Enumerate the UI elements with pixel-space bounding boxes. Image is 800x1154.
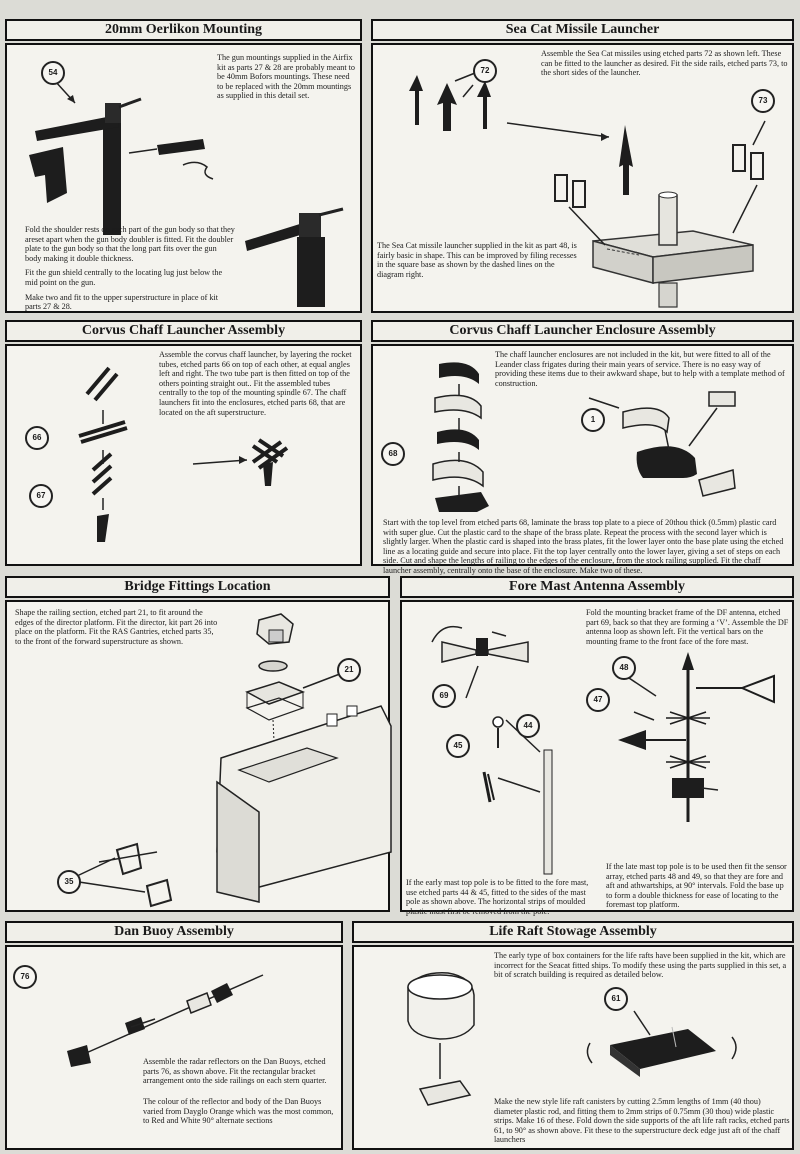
callout-47: 47 bbox=[586, 688, 610, 712]
oerlikon-header: 20mm Oerlikon Mounting bbox=[5, 19, 362, 41]
bridge-panel bbox=[5, 600, 390, 912]
oerlikon-step-3: Make two and fit to the upper superstructure in place of kit parts 27 & 28. bbox=[25, 292, 219, 312]
liferaft-header: Life Raft Stowage Assembly bbox=[352, 921, 794, 943]
seacat-note-text: The Sea Cat missile launcher supplied in the kit as part 48, is fairly basic in shape. This can be improved by filing recesses in the square base as shown by the dashed lines on the diagram right. bbox=[377, 241, 577, 279]
bridge-text: Shape the railing section, etched part 21, to fit around the edges of the director platform. Fit the director, kit part 26 into place on the platform. Fit the RAS Gantries, etched parts 35, to the front of the forward superstructure as shown. bbox=[15, 608, 218, 646]
liferaft-steps-text: Make the new style life raft canisters by cutting 2.5mm lengths of 1mm (40 thou) diameter plastic rod, and fitting them to 2mm strips of 0.75mm (30 thou) wide plastic strips. Make 16 of these. Fold down the side supports of the aft life raft racks, etched parts 61, to 90° as shown above. Fit these to the superstructure deck edge just aft of the chaff launchers bbox=[494, 1097, 790, 1145]
seacat-header: Sea Cat Missile Launcher bbox=[371, 19, 794, 41]
callout-72: 72 bbox=[473, 59, 497, 83]
callout-73: 73 bbox=[751, 89, 775, 113]
callout-1: 1 bbox=[581, 408, 605, 432]
chaff-panel bbox=[5, 344, 362, 566]
seacat-panel bbox=[371, 43, 794, 313]
foremast-late-text: If the late mast top pole is to be used then fit the sensor array, etched parts 48 and 49, so that they are fore and aft and athwartships, at 90° intervals. Fold the base up to form a double thickness for ease of locating to the foremast top platform. bbox=[606, 862, 787, 910]
liferaft-panel bbox=[352, 945, 794, 1150]
foremast-header: Fore Mast Antenna Assembly bbox=[400, 576, 794, 598]
callout-45: 45 bbox=[446, 734, 470, 758]
bridge-diagram bbox=[7, 602, 392, 914]
chaff-text: Assemble the corvus chaff launcher, by layering the rocket tubes, etched parts 66 on top of each other, at equal angles left and right. The two tube part is then fitted on top of the others pointing straight out.. Fit the assembled tubes centrally to the top of the mounting spindle 67. The chaff launchers fit into the enclosures, etched parts 68, that are located on the aft superstructure. bbox=[159, 350, 352, 417]
oerlikon-step-1: Fold the shoulder rests on each part of the gun body so that they areset apart when the gun body doubler is fitted. Fit the doubler plate to the gun body so that the long part fits over the gun body making it double thickness. bbox=[25, 225, 235, 263]
seacat-intro-text: Assemble the Sea Cat missiles using etched parts 72 as shown left. These can be fitted to the launcher as desired. Fit the side rails, etched parts 73, to the short sides of the launcher. bbox=[541, 49, 788, 78]
foremast-early-text: If the early mast top pole is to be fitted to the fore mast, use etched parts 44 & 45, fitted to the sides of the mast pole as shown above. The horizontal strips of moulded plastic must first be removed from the pole. bbox=[406, 878, 589, 916]
callout-67: 67 bbox=[29, 484, 53, 508]
danbuoy-text-b: The colour of the reflector and body of the Dan Buoys varied from Dayglo Orange which was the most common, to Red and White 90° alternate sections bbox=[143, 1097, 334, 1126]
callout-35: 35 bbox=[57, 870, 81, 894]
callout-69: 69 bbox=[432, 684, 456, 708]
callout-61: 61 bbox=[604, 987, 628, 1011]
chaff-header: Corvus Chaff Launcher Assembly bbox=[5, 320, 362, 342]
danbuoy-panel bbox=[5, 945, 343, 1150]
callout-44: 44 bbox=[516, 714, 540, 738]
oerlikon-steps-text bbox=[25, 225, 235, 317]
enclosure-header: Corvus Chaff Launcher Enclosure Assembly bbox=[371, 320, 794, 342]
oerlikon-panel bbox=[5, 43, 362, 313]
oerlikon-intro-text: The gun mountings supplied in the Airfix kit as parts 27 & 28 are probably meant to be 40mm Bofors mountings. These need to be replaced with the 20mm mountings as supplied in this detail set. bbox=[217, 53, 356, 101]
danbuoy-header: Dan Buoy Assembly bbox=[5, 921, 343, 943]
callout-21: 21 bbox=[337, 658, 361, 682]
foremast-intro-text: Fold the mounting bracket frame of the DF antenna, etched part 69, back so that they are forming a ‘V’. Assemble the DF antenna loop as shown left. Fit the vertical bars on the mounting frame to the front face of the fore mast. bbox=[586, 608, 789, 646]
bridge-header: Bridge Fittings Location bbox=[5, 576, 390, 598]
callout-54: 54 bbox=[41, 61, 65, 85]
callout-48: 48 bbox=[612, 656, 636, 680]
foremast-panel bbox=[400, 600, 794, 916]
enclosure-steps-text: Start with the top level from etched parts 68, laminate the brass top plate to a piece of 20thou thick (0.5mm) plastic card with super glue. Cut the plastic card to the shape of the brass plate. Repeat the process with the second layer which is slightly larger. When the plastic card is shaped into the brass plates, fit the lower layer onto the base plate using the etched line as a locating guide and secure into place. Fit the top layer centrally onto the lower layer, giving a set of steps on each side. Cut and shape the lengths of railing to the edges of the enclosure, from the stock railing supplied. Fit the chaff launcher assembly, centrally onto the base of the enclosure. Make two of these. bbox=[383, 518, 784, 575]
liferaft-intro-text: The early type of box containers for the life rafts have been supplied in the kit, which are incorrect for the Seacat fitted ships. To modify these using the parts supplied in this set, a bit of scratch building is required as detailed below. bbox=[494, 951, 787, 980]
oerlikon-step-2: Fit the gun shield centrally to the locating lug just below the mid point on the gun. bbox=[25, 268, 223, 287]
callout-68: 68 bbox=[381, 442, 405, 466]
enclosure-intro-text: The chaff launcher enclosures are not included in the kit, but were fitted to all of the Leander class frigates during their main years of service. There is no easy way of providing these items due to their awkward shape, but to help with a template method of construction. bbox=[495, 350, 785, 388]
danbuoy-text-a: Assemble the radar reflectors on the Dan Buoys, etched parts 76, as shown above. Fit the rectangular bracket arrangement onto the side railings on each stern quarter. bbox=[143, 1057, 327, 1086]
callout-66: 66 bbox=[25, 426, 49, 450]
callout-76: 76 bbox=[13, 965, 37, 989]
enclosure-panel bbox=[371, 344, 794, 575]
